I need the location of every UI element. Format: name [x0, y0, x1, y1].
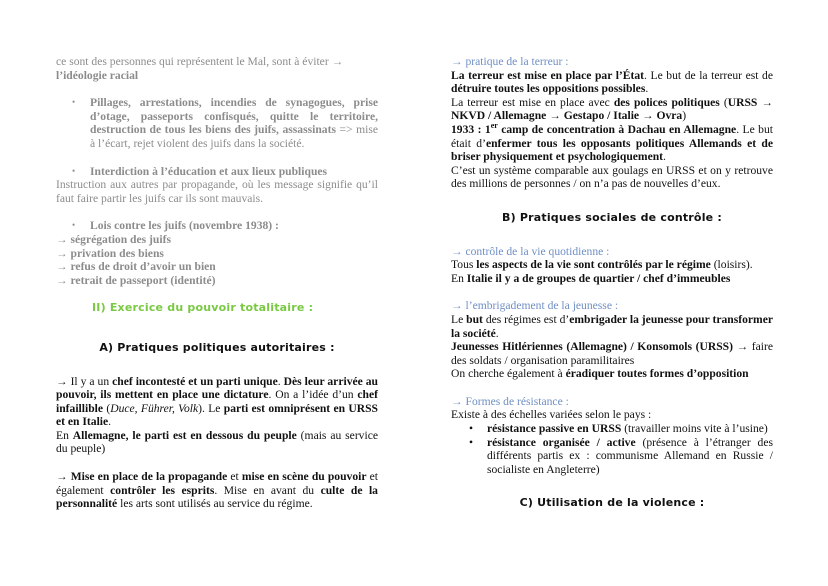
paragraph-but: Le but des régimes est d’embrigader la jeunesse pour transformer la société. [451, 312, 773, 340]
paragraph-dachau: 1933 : 1er camp de concentration à Dachau en Allemagne. Le but était d’enfermer tous les opposants politiques Allemands et de briser physiquement et psychologiquement. [451, 121, 773, 164]
subtitle-terreur: → pratique de la terreur : [451, 55, 569, 68]
bullet-interdiction: • Interdiction à l’éducation et aux lieux publiques [72, 164, 328, 178]
resistance-list [451, 422, 773, 476]
subtitle-jeunesse: → l’embrigadement de la jeunesse : [451, 299, 619, 313]
bullet-dot-icon: • [72, 165, 76, 176]
bullet-dot-icon: • [72, 97, 76, 108]
left-column [56, 55, 378, 511]
subtitle-controle: → contrôle de la vie quotidienne : [451, 244, 610, 258]
list-item: • résistance organisée / active (présence à l’étranger des différents partis ex : communisme Allemand en Russie / socialiste en Angleterre) [469, 435, 774, 476]
bullet-dot-icon: • [469, 435, 474, 449]
subtitle-resistance: → Formes de résistance : [451, 394, 569, 408]
paragraph-propagande: → Mise en place de la propagande et mise en scène du pouvoir et également contrôler les esprits. Mise en avant du culte de la personnalité les arts sont utilisés au service du régime. [56, 470, 378, 511]
law-item: → retrait de passeport (identité) [56, 273, 216, 287]
paragraph-jeunesses: Jeunesses Hitlériennes (Allemagne) / Konsomols (URSS) → faire des soldats / organisation paramilitaires [451, 340, 773, 367]
law-item: → ségrégation des juifs [56, 232, 171, 246]
law-item: → privation des biens [56, 246, 164, 260]
bullet-dot-icon: • [72, 220, 76, 231]
heading-pratiques-politiques: A) Pratiques politiques autoritaires : [99, 340, 335, 354]
law-item: → refus de droit d’avoir un bien [56, 260, 216, 274]
paragraph-echelles: Existe à des échelles variées selon le pays : [451, 408, 652, 422]
bullet-pillages: • Pillages, arrestations, incendies de synagogues, prise d’otage, passeports confisqués, quitte le territoire, destruction de tous les biens des juifs, assassinats => mise à l’écart, rejet violent des juifs dans la société. [72, 96, 378, 150]
intro-paragraph: ce sont des personnes qui représentent le Mal, sont à éviter → l’idéologie racial [56, 55, 344, 82]
paragraph-allemagne: En Allemagne, le parti est en dessous du peuple (mais au service du peuple) [56, 428, 378, 456]
bullet-dot-icon: • [469, 422, 474, 436]
heading-violence: C) Utilisation de la violence : [519, 496, 705, 510]
heading-pratiques-sociales: B) Pratiques sociales de contrôle : [502, 210, 722, 224]
paragraph-polices: La terreur est mise en place avec des polices politiques (URSS → NKVD / Allemagne → Gestapo / Italie → Ovra) [451, 95, 773, 123]
paragraph-terreur-etat: La terreur est mise en place par l’État. Le but de la terreur est de détruire toutes les oppositions possibles. [451, 68, 773, 96]
paragraph-italie: En Italie il y a de groupes de quartier / chef d’immeubles [451, 271, 731, 285]
bullet-lois: • Lois contre les juifs (novembre 1938) : [72, 219, 279, 233]
heading-exercice-pouvoir: II) Exercice du pouvoir totalitaire : [92, 301, 314, 315]
list-item: • résistance passive en URSS (travailler moins vite à l’usine) [469, 422, 768, 436]
paragraph-aspects: Tous les aspects de la vie sont contrôlés par le régime (loisirs). [451, 258, 753, 272]
instruction-paragraph: Instruction aux autres par propagande, où les message signifie qu’il faut faire partir les juifs car ils sont mauvais. [56, 178, 378, 205]
laws-list [56, 233, 378, 287]
paragraph-eradiquer: On cherche également à éradiquer toutes formes d’opposition [451, 367, 749, 381]
right-column [451, 55, 773, 510]
paragraph-chef: → Il y a un chef incontesté et un parti unique. Dès leur arrivée au pouvoir, ils mettent en place une dictature. On a l’idée d’un chef infaillible (Duce, Führer, Volk). Le parti est omniprésent en URSS et en Italie. [56, 374, 379, 429]
paragraph-goulags: C’est un système comparable aux goulags en URSS et on y retrouve des millions de personnes / on n’a pas de nouvelles d’eux. [451, 163, 773, 191]
